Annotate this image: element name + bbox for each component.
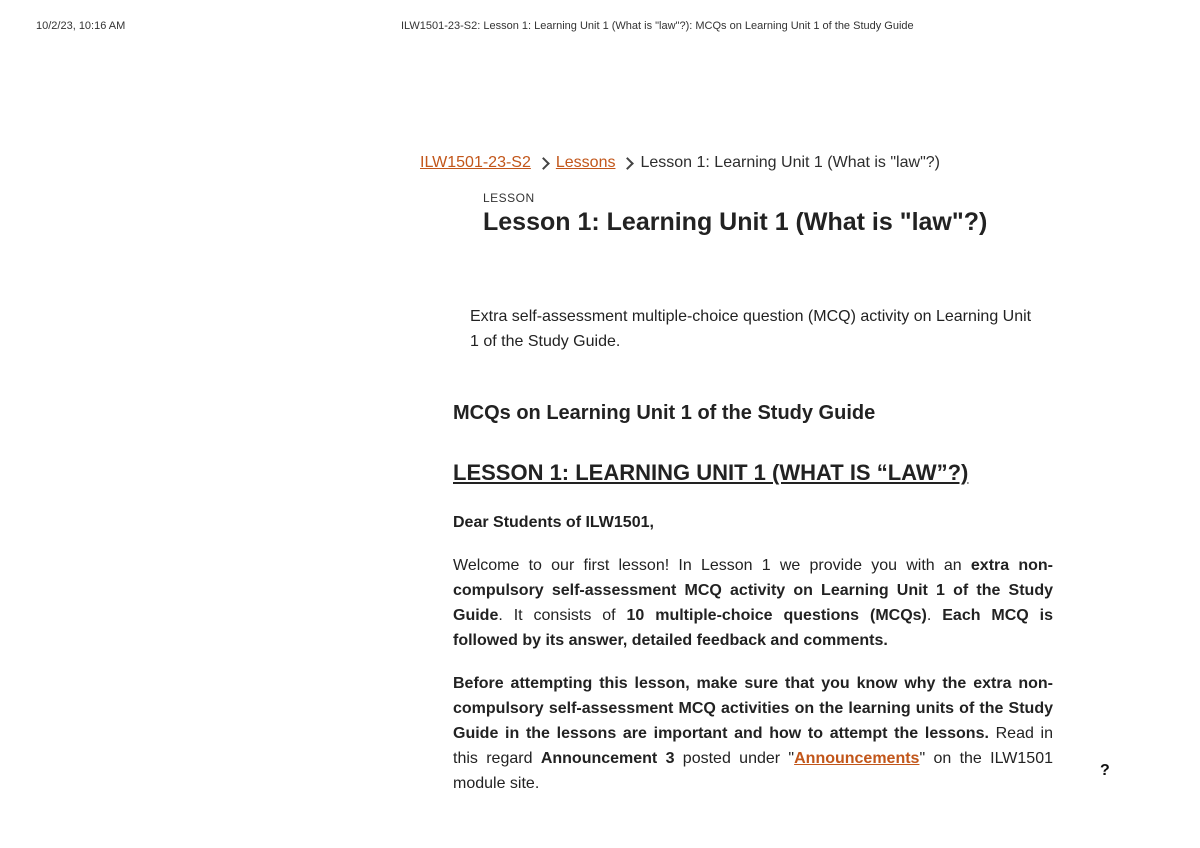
breadcrumb-current: Lesson 1: Learning Unit 1 (What is "law"?) [640,154,940,171]
breadcrumb-course-link[interactable]: ILW1501-23-S2 [420,154,531,171]
lesson-type-label: LESSON [483,191,535,205]
breadcrumb-lessons-link[interactable]: Lessons [555,154,616,171]
lesson-intro: Extra self-assessment multiple-choice question (MCQ) activity on Learning Unit 1 of the Study Guide. [470,308,1032,350]
welcome-paragraph [453,553,1053,653]
chevron-right-icon [622,157,635,170]
text: Welcome to our first lesson! In Lesson 1 we provide you with an [453,557,971,574]
salutation: Dear Students of ILW1501, [453,514,654,531]
section-heading-mcq: MCQs on Learning Unit 1 of the Study Guide [453,402,876,424]
announcements-link[interactable]: Announcements [794,750,920,767]
bold-text: Announcement 3 [540,750,675,767]
text: . It consists of [498,607,627,624]
bold-text: extra non-compulsory self-assessment MCQ activity on Learning Unit 1 of the Study Guide [453,557,1053,624]
print-date: 10/2/23, 10:16 AM [36,20,126,32]
help-icon[interactable]: ? [1100,762,1110,779]
page-title: Lesson 1: Learning Unit 1 (What is "law"?) [483,208,988,236]
bold-text: Each MCQ is followed by its answer, detailed feedback and comments. [453,607,1054,649]
section-heading-lesson: LESSON 1: LEARNING UNIT 1 (WHAT IS “LAW”?) [453,460,969,485]
text: posted under " [674,750,795,767]
chevron-right-icon [537,157,550,170]
text: . [926,607,943,624]
instructions-paragraph [453,671,1053,796]
text: Read in this regard [453,725,1054,767]
breadcrumb [420,154,940,172]
text: " on the ILW1501 module site. [453,750,1054,792]
print-title: ILW1501-23-S2: Lesson 1: Learning Unit 1 (What is "law"?): MCQs on Learning Unit 1 of the Study Guide [401,20,914,32]
bold-text: Before attempting this lesson, make sure that you know why the extra non-compulsory self-assessment MCQ activities on the learning units of the Study Guide in the lessons are important and how to attempt the lessons. [453,675,1053,742]
bold-text: 10 multiple-choice questions (MCQs) [626,607,927,624]
